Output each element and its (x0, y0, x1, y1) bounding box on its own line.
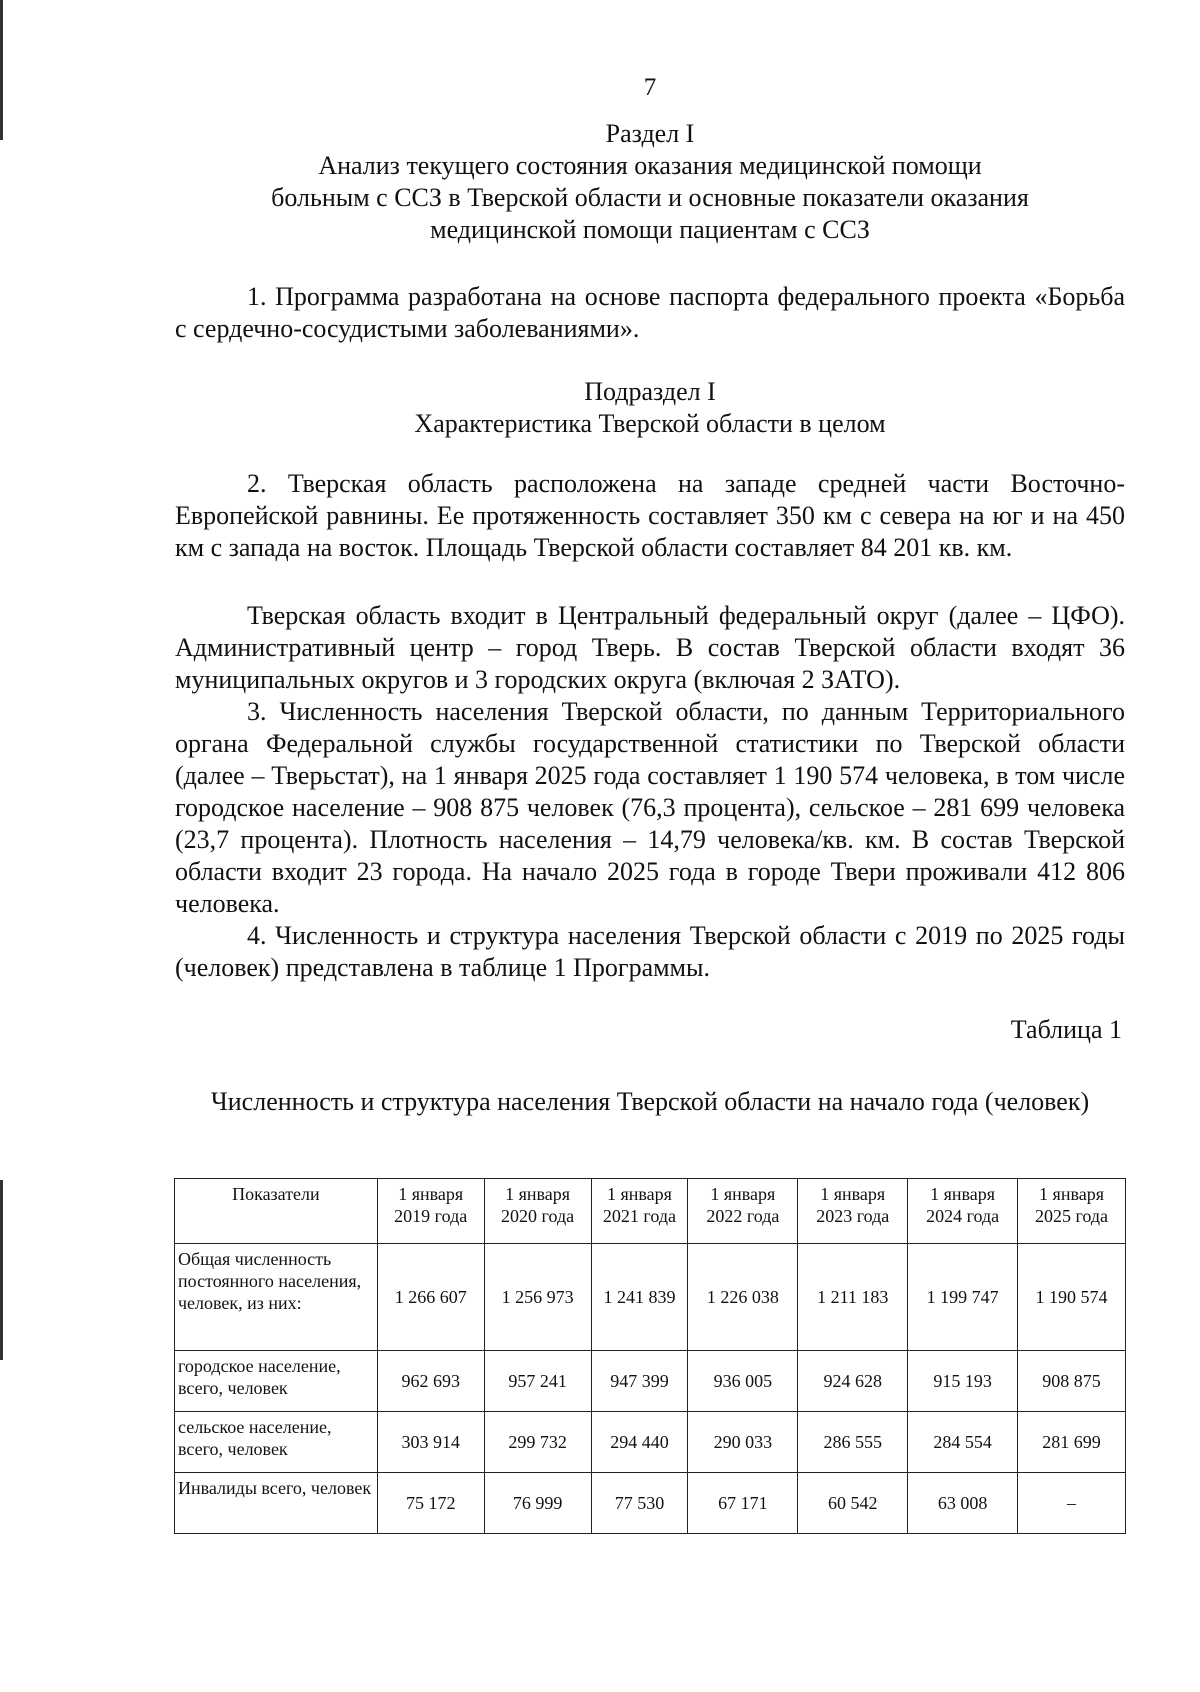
table-cell: 303 914 (377, 1412, 484, 1473)
paragraph-1: 1. Программа разработана на основе паспорта федерального проекта «Борьба с сердечно-сосудистыми заболеваниями». (175, 282, 1125, 343)
table-row (175, 1473, 1126, 1534)
table-cell: 936 005 (688, 1351, 798, 1412)
table-cell: 294 440 (591, 1412, 688, 1473)
table-row (175, 1412, 1126, 1473)
subsection-heading: Подраздел I (584, 377, 716, 406)
table-cell: 281 699 (1018, 1412, 1126, 1473)
table-cell: 286 555 (798, 1412, 908, 1473)
table-row (175, 1351, 1126, 1412)
header-cell: 1 января 2022 года (688, 1179, 798, 1244)
header-cell: Показатели (175, 1179, 378, 1244)
header-cell: 1 января 2020 года (484, 1179, 591, 1244)
table-cell: 915 193 (908, 1351, 1018, 1412)
header-cell: 1 января 2023 года (798, 1179, 908, 1244)
table-cell: 63 008 (908, 1473, 1018, 1534)
table-label: Таблица 1 (1010, 1015, 1122, 1044)
table-cell: 908 875 (1018, 1351, 1126, 1412)
table-cell: 1 241 839 (591, 1244, 688, 1351)
table-cell: 284 554 (908, 1412, 1018, 1473)
page-number: 7 (643, 74, 657, 101)
table-cell: 77 530 (591, 1473, 688, 1534)
table-cell: 957 241 (484, 1351, 591, 1412)
section-heading: Раздел I (605, 119, 695, 148)
paragraph-4: 4. Численность и структура населения Тверской области с 2019 по 2025 годы (человек) представлена в таблице 1 Программы. (175, 921, 1125, 982)
paragraph-2b: Тверская область входит в Центральный федеральный округ (далее – ЦФО). Административный центр – город Тверь. В состав Тверской области входят 36 муниципальных округов и 3 городских округа (включая 2 ЗАТО). (175, 601, 1125, 694)
table-cell: – (1018, 1473, 1126, 1534)
scan-edge-mark (0, 0, 3, 140)
section-title-line-2: больным с ССЗ в Тверской области и основные показатели оказания (271, 183, 1029, 212)
table-cell: 290 033 (688, 1412, 798, 1473)
section-title-line-1: Анализ текущего состояния оказания медицинской помощи (318, 151, 982, 180)
header-cell: 1 января 2019 года (377, 1179, 484, 1244)
header-cell: 1 января 2025 года (1018, 1179, 1126, 1244)
scan-edge-mark (0, 1180, 3, 1360)
table-cell: 947 399 (591, 1351, 688, 1412)
header-cell: 1 января 2021 года (591, 1179, 688, 1244)
table-cell: 1 190 574 (1018, 1244, 1126, 1351)
row-label: Инвалиды всего, человек (175, 1473, 378, 1534)
table-cell: 1 226 038 (688, 1244, 798, 1351)
table-cell: 1 211 183 (798, 1244, 908, 1351)
paragraph-2: 2. Тверская область расположена на западе средней части Восточно-Европейской равнины. Ее протяженность составляет 350 км с севера на юг и на 450 км с запада на восток. Площадь Тверской области составляет 84 201 кв. км. (175, 469, 1125, 562)
table-cell: 924 628 (798, 1351, 908, 1412)
row-label: сельское население, всего, человек (175, 1412, 378, 1473)
table-cell: 1 199 747 (908, 1244, 1018, 1351)
header-cell: 1 января 2024 года (908, 1179, 1018, 1244)
table-cell: 75 172 (377, 1473, 484, 1534)
table-cell: 60 542 (798, 1473, 908, 1534)
section-title-line-3: медицинской помощи пациентам с ССЗ (430, 215, 870, 244)
subsection-title: Характеристика Тверской области в целом (414, 409, 886, 438)
row-label: городское население, всего, человек (175, 1351, 378, 1412)
table-header-row (175, 1179, 1126, 1244)
table-cell: 1 266 607 (377, 1244, 484, 1351)
table-cell: 67 171 (688, 1473, 798, 1534)
table-cell: 76 999 (484, 1473, 591, 1534)
table-cell: 299 732 (484, 1412, 591, 1473)
population-table (174, 1178, 1126, 1534)
row-label: Общая численность постоянного населения, человек, из них: (175, 1244, 378, 1351)
table-title: Численность и структура населения Тверской области на начало года (человек) (210, 1087, 1090, 1116)
table-row (175, 1244, 1126, 1351)
table-cell: 1 256 973 (484, 1244, 591, 1351)
paragraph-3: 3. Численность населения Тверской области, по данным Территориального органа Федеральной службы государственной статистики по Тверской области (далее – Тверьстат), на 1 января 2025 года составляет 1 190 574 человека, в том числе городское население – 908 875 человек (76,3 процента), сельское – 281 699 человека (23,7 процента). Плотность населения – 14,79 человека/кв. км. В состав Тверской области входит 23 города. На начало 2025 года в городе Твери проживали 412 806 человека. (175, 697, 1125, 918)
table-cell: 962 693 (377, 1351, 484, 1412)
